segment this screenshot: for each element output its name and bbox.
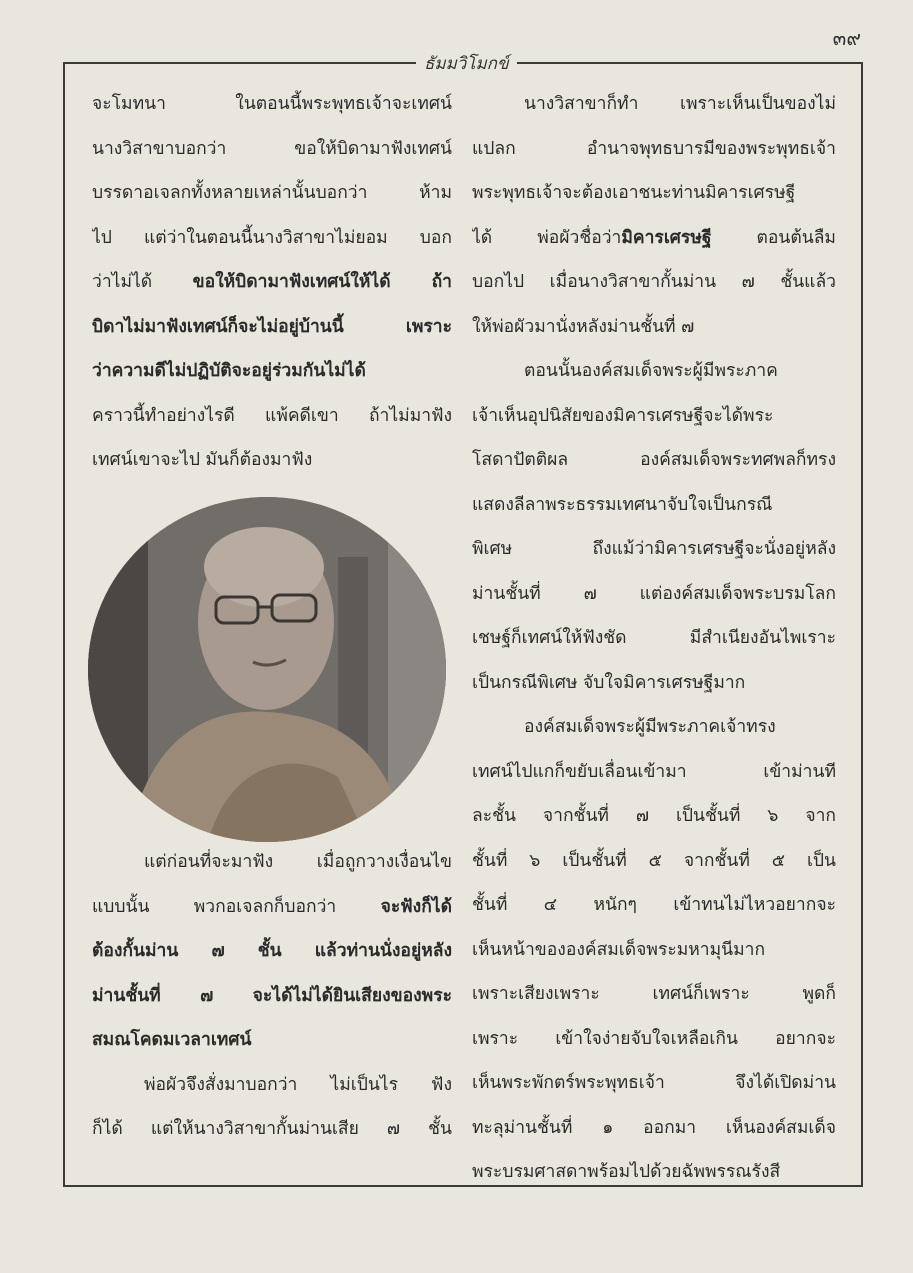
bold-text-line bbox=[92, 929, 452, 974]
text-line: นางวิสาขาก็ทำ เพราะเห็นเป็นของไม่ bbox=[524, 94, 836, 114]
text-line: ก็ได้ แต่ให้นางวิสาขากั้นม่านเสีย ๗ ชั้น bbox=[92, 1119, 452, 1139]
text-line: ละชั้น จากชั้นที่ ๗ เป็นชั้นที่ ๖ จาก bbox=[472, 806, 836, 826]
text-line: เชษฐ์ก็เทศน์ให้ฟังชัด มีสำเนียงอันไพเราะ bbox=[472, 628, 836, 648]
text-line: ม่านชั้นที่ ๗ แต่องค์สมเด็จพระบรมโลก bbox=[472, 583, 836, 604]
text-line: ไป แต่ว่าในตอนนี้นางวิสาขาไม่ยอม บอก bbox=[92, 227, 452, 248]
bold-text: บิดาไม่มาฟังเทศน์ก็จะไม่อยู่บ้านนี้ เพราะ bbox=[92, 316, 452, 337]
text-line: ชั้นที่ ๔ หนักๆ เข้าทนไม่ไหวอยากจะ bbox=[472, 895, 836, 915]
bold-text-line bbox=[92, 349, 452, 394]
page-number: ๓๙ bbox=[832, 26, 861, 50]
text-run: ได้ พ่อผัวชื่อว่า bbox=[472, 227, 622, 248]
text-run: แบบนั้น พวกอเจลกก็บอกว่า bbox=[92, 896, 337, 917]
text-line bbox=[92, 885, 452, 930]
left-column-top bbox=[92, 82, 452, 483]
bold-text: มิคารเศรษฐี bbox=[621, 227, 712, 248]
text-line: เป็นกรณีพิเศษ จับใจมิคารเศรษฐีมาก bbox=[472, 672, 746, 693]
bold-text: จะฟังก็ได้ bbox=[380, 896, 452, 917]
text-line: โสดาปัตติผล องค์สมเด็จพระทศพลก็ทรง bbox=[472, 450, 836, 470]
text-line: พ่อผัวจึงสั่งมาบอกว่า ไม่เป็นไร ฟัง bbox=[144, 1074, 452, 1095]
bold-text-line bbox=[92, 305, 452, 350]
text-line: คราวนี้ทำอย่างไรดี แพ้คดีเขา ถ้าไม่มาฟัง bbox=[92, 405, 452, 426]
text-line: พระพุทธเจ้าจะต้องเอาชนะท่านมิคารเศรษฐี bbox=[472, 183, 796, 203]
text-line: เห็นหน้าขององค์สมเด็จพระมหามุนีมาก bbox=[472, 939, 766, 960]
text-line: เทศน์เขาจะไป มันก็ต้องมาฟัง bbox=[92, 450, 313, 470]
text-line: แปลก อำนาจพุทธบารมีของพระพุทธเจ้า bbox=[472, 138, 836, 159]
text-line: พระบรมศาสดาพร้อมไปด้วยฉัพพรรณรังสี bbox=[472, 1162, 781, 1182]
running-header: ธัมมวิโมกข์ bbox=[416, 50, 517, 77]
text-run: ว่าไม่ได้ bbox=[92, 272, 153, 292]
text-line: แต่ก่อนที่จะมาฟัง เมื่อถูกวางเงื่อนไข bbox=[144, 852, 452, 872]
bold-text: สมณโคดมเวลาเทศน์ bbox=[92, 1030, 252, 1050]
bold-text: ม่านชั้นที่ ๗ จะได้ไม่ได้ยินเสียงของพระ bbox=[92, 985, 452, 1006]
text-line: พิเศษ ถึงแม้ว่ามิคารเศรษฐีจะนั่งอยู่หลัง bbox=[472, 539, 836, 559]
text-line: องค์สมเด็จพระผู้มีพระภาคเจ้าทรง bbox=[524, 717, 776, 737]
bold-text: ขอให้บิดามาฟังเทศน์ให้ได้ ถ้า bbox=[192, 272, 452, 292]
left-column-bottom bbox=[92, 840, 452, 1152]
text-run: ตอนต้นลืม bbox=[756, 227, 836, 248]
text-line: เพราะเสียงเพราะ เทศน์ก็เพราะ พูดก็ bbox=[472, 984, 836, 1004]
bold-text: ว่าความดีไม่ปฏิบัติจะอยู่ร่วมกันไม่ได้ bbox=[92, 361, 366, 381]
text-line: เพราะ เข้าใจง่ายจับใจเหลือเกิน อยากจะ bbox=[472, 1028, 836, 1049]
text-line: ทะลุม่านชั้นที่ ๑ ออกมา เห็นองค์สมเด็จ bbox=[472, 1117, 836, 1138]
right-column bbox=[472, 82, 836, 1195]
text-line: บรรดาอเจลกทั้งหลายเหล่านั้นบอกว่า ห้าม bbox=[92, 183, 452, 203]
text-line: ตอนนั้นองค์สมเด็จพระผู้มีพระภาค bbox=[524, 361, 778, 381]
monk-portrait-image bbox=[88, 497, 446, 842]
bold-text: ต้องกั้นม่าน ๗ ชั้น แล้วท่านนั่งอยู่หลัง bbox=[92, 941, 452, 961]
text-line bbox=[472, 216, 836, 261]
bold-text-line bbox=[92, 974, 452, 1019]
text-line: บอกไป เมื่อนางวิสาขากั้นม่าน ๗ ชั้นแล้ว bbox=[472, 272, 836, 292]
monk-photo bbox=[88, 497, 446, 842]
text-line bbox=[92, 260, 452, 305]
text-line: ให้พ่อผัวมานั่งหลังม่านชั้นที่ ๗ bbox=[472, 316, 695, 337]
text-line: ชั้นที่ ๖ เป็นชั้นที่ ๕ จากชั้นที่ ๕ เป็น bbox=[472, 850, 836, 871]
text-line: นางวิสาขาบอกว่า ขอให้บิดามาฟังเทศน์ bbox=[92, 138, 452, 159]
text-line: แสดงลีลาพระธรรมเทศนาจับใจเป็นกรณี bbox=[472, 494, 773, 515]
text-line: จะโมทนา ในตอนนี้พระพุทธเจ้าจะเทศน์ bbox=[92, 94, 452, 114]
text-line: เทศน์ไปแกก็ขยับเลื่อนเข้ามา เข้าม่านที bbox=[472, 761, 836, 782]
bold-text-line bbox=[92, 1018, 452, 1063]
text-line: เห็นพระพักตร์พระพุทธเจ้า จึงได้เปิดม่าน bbox=[472, 1073, 836, 1093]
text-line: เจ้าเห็นอุปนิสัยของมิคารเศรษฐีจะได้พระ bbox=[472, 405, 774, 426]
